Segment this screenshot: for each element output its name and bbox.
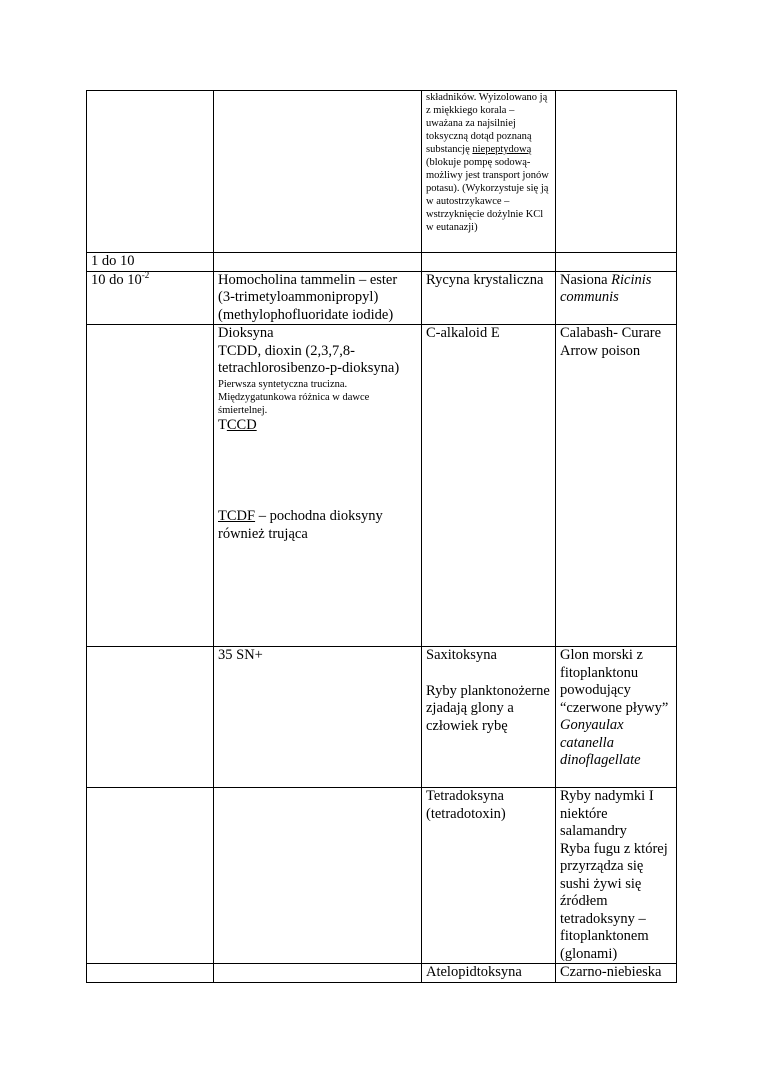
substance-formula: TCDD, dioxin (2,3,7,8-tetrachlorosibenzo-p-dioksyna) bbox=[218, 342, 400, 376]
cell-toxin bbox=[422, 253, 556, 272]
cell-range: 10 do $10^{-2}$ bbox=[87, 271, 214, 325]
cell-source bbox=[556, 253, 677, 272]
cell-range bbox=[87, 647, 214, 788]
cell-source: Czarno-niebieska bbox=[556, 964, 677, 983]
cell-range: 1 do 10 bbox=[87, 253, 214, 272]
cell-toxin: Rycyna krystaliczna bbox=[422, 271, 556, 325]
cell-toxin: Tetradoksyna (tetradotoxin) bbox=[422, 788, 556, 964]
cell-toxin: C-alkaloid E bbox=[422, 325, 556, 647]
cell-substance bbox=[214, 253, 422, 272]
table-row bbox=[87, 325, 677, 647]
cell-substance bbox=[214, 91, 422, 253]
source-line-1: Ryby nadymki I niektóre salamandry bbox=[560, 788, 654, 839]
cell-substance: Homocholina tammelin – ester (3-trimetyloammonipropyl) (methylophofluoridate iodide) bbox=[214, 271, 422, 325]
source-description: Glon morski z fitoplanktonu powodujący “czerwone pływy” bbox=[560, 647, 669, 716]
source-species: Gonyaulax catanella dinoflagellate bbox=[560, 717, 641, 768]
cell-range bbox=[87, 964, 214, 983]
toxin-table bbox=[86, 90, 677, 983]
cell-source bbox=[556, 788, 677, 964]
tccd-label: TCCD bbox=[218, 416, 257, 433]
cell-substance bbox=[214, 325, 422, 647]
cell-range bbox=[87, 91, 214, 253]
source-line-2: Ryba fugu z której przyrządza się sushi żywi się źródłem tetradoksyny – fitoplanktonem (glonami) bbox=[560, 840, 668, 962]
cell-source: Nasiona Ricinis communis bbox=[556, 271, 677, 325]
spacer bbox=[426, 665, 551, 683]
table-row bbox=[87, 788, 677, 964]
cell-toxin bbox=[422, 647, 556, 788]
tcdf-note: TCDF – pochodna dioksyny również trująca bbox=[218, 508, 383, 542]
table-row bbox=[87, 647, 677, 788]
toxin-name: Saxitoksyna bbox=[426, 647, 497, 663]
cell-range bbox=[87, 325, 214, 647]
cell-substance bbox=[214, 964, 422, 983]
cell-source bbox=[556, 647, 677, 788]
table-row bbox=[87, 964, 677, 983]
cell-source: Calabash- Curare Arrow poison bbox=[556, 325, 677, 647]
substance-name: Dioksyna bbox=[218, 325, 274, 341]
table-row bbox=[87, 253, 677, 272]
cell-substance: 35 SN+ bbox=[214, 647, 422, 788]
cell-range bbox=[87, 788, 214, 964]
table-row bbox=[87, 271, 677, 325]
cell-toxin: Atelopidtoksyna bbox=[422, 964, 556, 983]
cell-source bbox=[556, 91, 677, 253]
toxin-description: składników. Wyizolowano ją z miękkiego korala – uważana za najsilniej toksyczną dotąd poznaną substancję niepeptydową (blokuje pompę sodową- możliwy jest transport jonów potasu). (Wykorzystuje się ją w autostrzykawce – wstrzyknięcie dożylnie KCl w eutanazji) bbox=[426, 92, 549, 233]
spacer bbox=[218, 434, 417, 508]
substance-note: Pierwsza syntetyczna trucizna. Międzygatunkowa różnica w dawce śmiertelnej. bbox=[218, 378, 370, 416]
cell-toxin bbox=[422, 91, 556, 253]
table-row bbox=[87, 91, 677, 253]
cell-substance bbox=[214, 788, 422, 964]
toxin-note: Ryby planktonożerne zjadają glony a człowiek rybę bbox=[426, 682, 550, 734]
